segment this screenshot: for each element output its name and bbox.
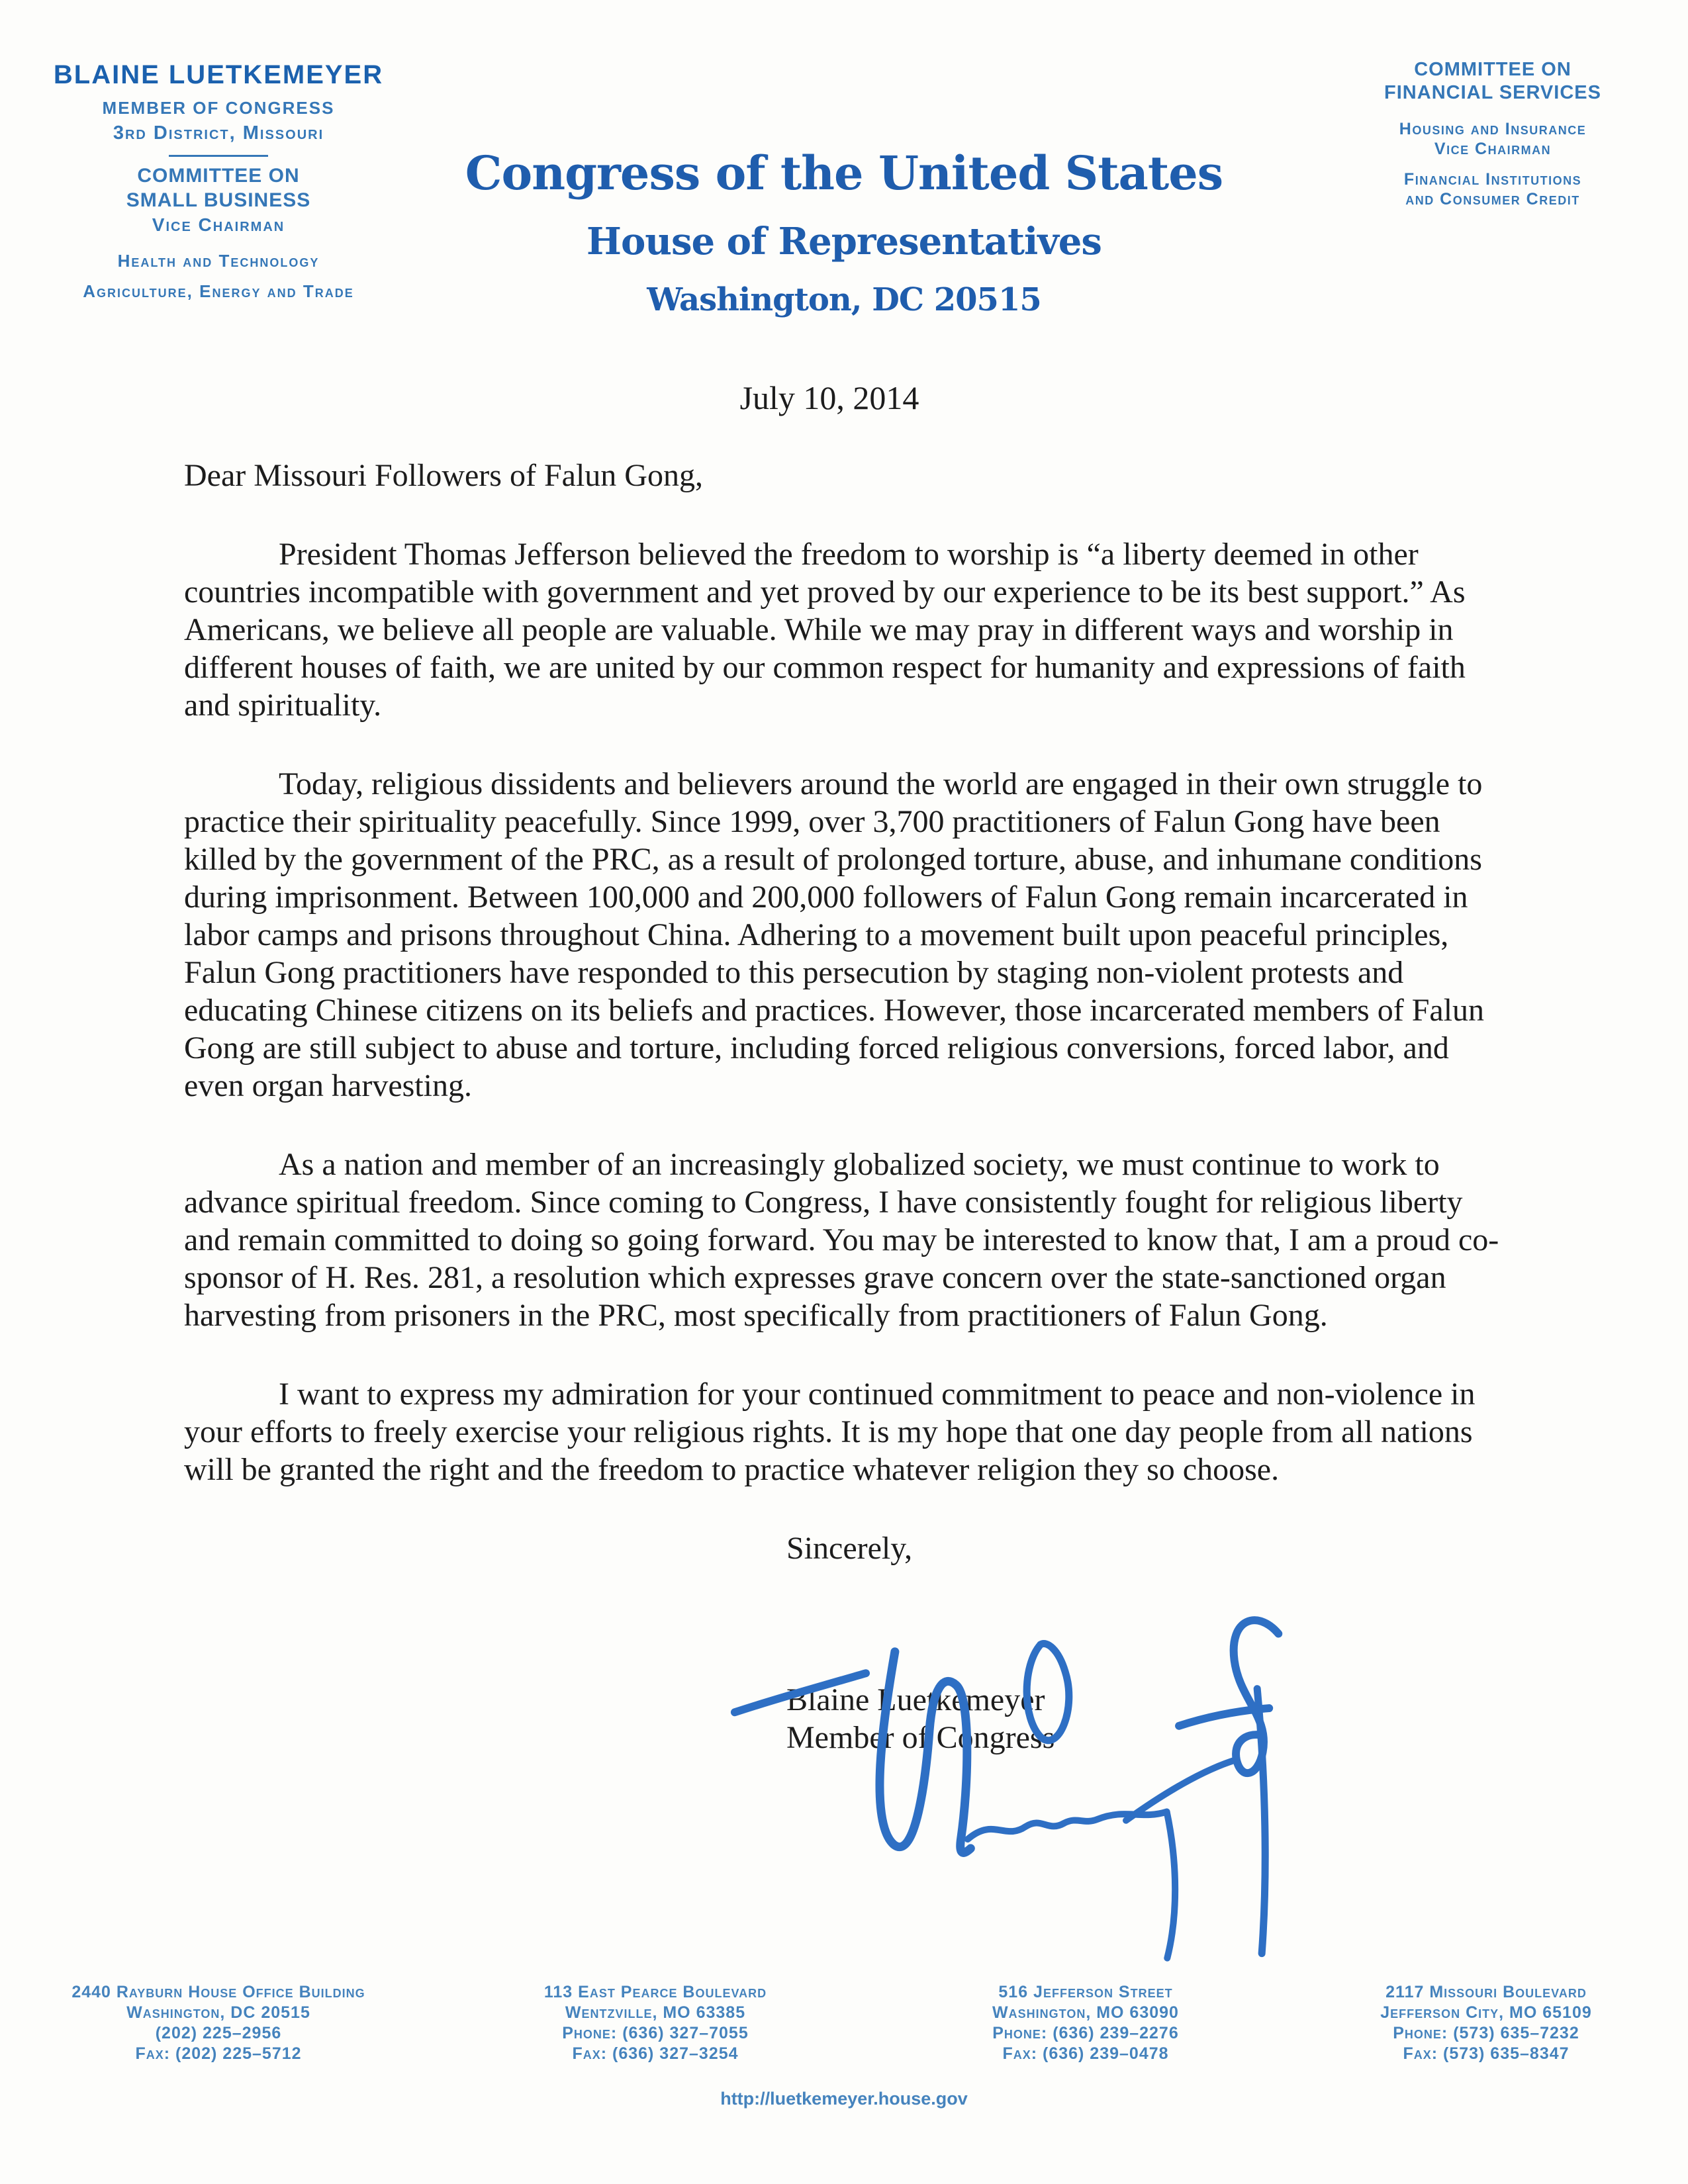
committee-line: SMALL BUSINESS [126,189,311,211]
paragraph-3: As a nation and member of an increasingly globalized society, we must continue to work to advance spiritual freedom. Since coming to Congress, I have consistently fought for religious liberty and remain committed to doing so going forward. You may be interested to know that, I am a proud co-sponsor of H. Res. 281, a resolution which expresses grave concern over the state-sanctioned organ harvesting from prisoners in the PRC, most specifically from practitioners of Falun Gong. [184,1147,1499,1333]
masthead-line2: House of Representatives [586,220,1102,263]
office-line: Phone: (636) 239–2276 [992,2024,1179,2042]
subcommittee-line: and Consumer Credit [1405,190,1580,208]
office-line: Washington, MO 63090 [992,2003,1179,2022]
masthead-line1: Congress of the United States [465,146,1223,201]
office-column-wentzville [510,1982,801,2064]
office-line: 113 East Pearce Boulevard [543,1983,767,2001]
signature [696,1608,1317,1999]
committee-financial-services [1350,58,1635,105]
office-line: Fax: (636) 327–3254 [572,2044,739,2063]
website-url: http://luetkemeyer.house.gov [720,2089,968,2109]
paragraph-1: President Thomas Jefferson believed the freedom to worship is “a liberty deemed in other countries incompatible with government and yet proved by our experience to be its best support.” As Americans, we believe all people are valuable. While we may pray in different ways and worship in different houses of faith, we are united by our common respect for humanity and expressions of faith and spirituality. [184,537,1466,723]
subcommittee-agriculture-energy-trade: Agriculture, Energy and Trade [83,281,354,301]
office-column-washington-dc [60,1982,377,2064]
office-line: Washington, DC 20515 [126,2003,310,2022]
committee-line: FINANCIAL SERVICES [1384,82,1601,103]
subcommittee-line: Vice Chairman [1434,140,1552,158]
office-line: Phone: (636) 327–7055 [562,2024,749,2042]
office-line: Fax: (573) 635–8347 [1403,2044,1570,2063]
masthead-line3: Washington, DC 20515 [647,281,1041,318]
salutation: Dear Missouri Followers of Falun Gong, [184,458,703,493]
member-name: BLAINE LUETKEMEYER [53,60,384,89]
office-line: 2117 Missouri Boulevard [1385,1983,1587,2001]
committee-line: COMMITTEE ON [1414,59,1571,80]
committee-line: COMMITTEE ON [137,165,300,187]
paragraph-2: Today, religious dissidents and believers around the world are engaged in their own struggle to practice their spirituality peacefully. Since 1999, over 3,700 practitioners of Falun Gong have been killed by the government of the PRC, as a result of prolonged torture, abuse, and inhumane conditions during imprisonment. Between 100,000 and 200,000 followers of Falun Gong remain incarcerated in labor camps and prisons throughout China. Adhering to a movement built upon peaceful principles, Falun Gong practitioners have responded to this persecution by staging non-violent protests and educating Chinese citizens on its beliefs and practices. However, those incarcerated members of Falun Gong are still subject to abuse and torture, including forced religious conversions, forced labor, and even organ harvesting. [184,766,1485,1103]
closing: Sincerely, [786,1531,913,1566]
subcommittee-health-technology: Health and Technology [117,251,320,271]
subcommittee-line: Financial Institutions [1403,170,1582,189]
office-line: Wentzville, MO 63385 [565,2003,746,2022]
letter-date: July 10, 2014 [739,379,919,416]
office-column-jefferson-city [1337,1982,1635,2064]
office-line: Fax: (202) 225–5712 [135,2044,302,2063]
masthead [0,147,1688,318]
district-label: 3rd District, Missouri [113,122,324,144]
committee-role: Vice Chairman [152,214,285,235]
paragraph-4: I want to express my admiration for your continued commitment to peace and non-violence in your efforts to freely exercise your religious rights. It is my hope that one day people from all nations will be granted the right and the freedom to practice whatever religion they so choose. [184,1377,1476,1487]
office-line: (202) 225–2956 [155,2024,282,2042]
office-line: 2440 Rayburn House Office Building [71,1983,365,2001]
letter-body [184,457,1511,1756]
office-line: Jefferson City, MO 65109 [1380,2003,1592,2022]
subcommittee-line: Housing and Insurance [1399,120,1587,138]
member-title: MEMBER OF CONGRESS [102,98,335,118]
signer-title: Member of Congress [786,1720,1055,1755]
office-column-washington-mo [940,1982,1231,2064]
office-line: Fax: (636) 239–0478 [1002,2044,1169,2063]
signer-name: Blaine Luetkemeyer [786,1682,1045,1717]
office-line: Phone: (573) 635–7232 [1393,2024,1579,2042]
office-line: 516 Jefferson Street [998,1983,1173,2001]
